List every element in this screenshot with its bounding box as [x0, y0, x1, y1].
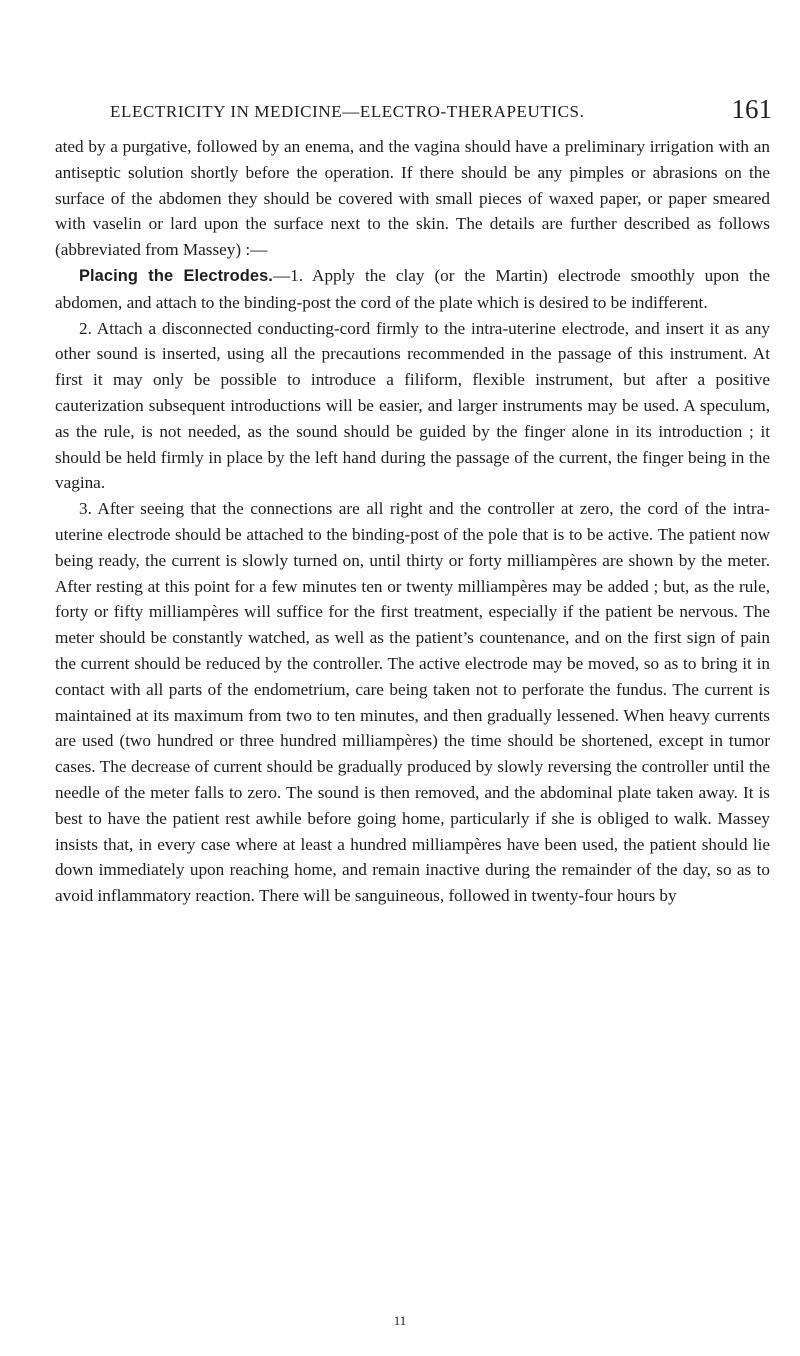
paragraph-step-3: 3. After seeing that the connections are all right and the controller at zero, the cord of the intra-uterine electrode should be attached to the binding-post of the pole that is to be active. The patient now being ready, the current is slowly turned on, until thirty or forty milliampères are shown by the meter. After resting at this point for a few minutes ten or twenty milliampères may be added ; but, as the rule, forty or fifty milliampères will suffice for the first treatment, especially if the patient be nervous. The meter should be constantly watched, as well as the patient’s countenance, and on the first sign of pain the current should be reduced by the controller. The active electrode may be moved, so as to bring it in contact with all parts of the endometrium, care being taken not to perforate the fundus. The current is maintained at its maximum from two to ten minutes, and then gradually lessened. When heavy currents are used (two hundred or three hundred milliampères) the time should be shortened, except in tumor cases. The decrease of current should be gradually produced by slowly reversing the controller until the needle of the meter falls to zero. The sound is then removed, and the abdominal plate taken away. It is best to have the patient rest awhile before going home, particularly if she is obliged to walk. Massey insists that, in every case where at least a hundred milliampères have been used, the patient should lie down immediately upon reaching home, and remain inactive during the remainder of the day, so as to avoid inflammatory reaction. There will be sanguineous, followed in twenty-four hours by [55, 499, 770, 906]
paragraph-placing-electrodes [55, 263, 770, 316]
paragraph-step-2: 2. Attach a disconnected conducting-cord firmly to the intra-uterine electrode, and insert it as any other sound is inserted, using all the precautions recommended in the passage of this instrument. At first it may only be possible to introduce a filiform, flexible instrument, but after a positive cauterization subsequent introductions will be easier, and larger instruments may be used. A speculum, as the rule, is not needed, as the sound should be guided by the finger alone in its introduction ; it should be held firmly in place by the left hand during the passage of the current, the finger being in the vagina. [55, 318, 770, 493]
section-heading-placing-electrodes: Placing the Electrodes. [79, 266, 273, 285]
body-text [55, 134, 770, 909]
running-head-title: ELECTRICITY IN MEDICINE—ELECTRO-THERAPEUTICS. [110, 102, 585, 121]
paragraph-continued: ated by a purgative, followed by an enema, and the vagina should have a preliminary irrigation with an antiseptic solution shortly before the operation. If there should be any pimples or abrasions on the surface of the abdomen they should be covered with small pieces of waxed paper, or paper smeared with vaselin or lard upon the surface next to the skin. The details are further described as follows (abbreviated from Massey) :— [55, 137, 770, 260]
paragraph-step-1: —1. Apply the clay (or the Martin) electrode smoothly upon the abdomen, and attach to the binding-post the cord of the plate which is desired to be indifferent. [55, 265, 770, 312]
signature-folio: 11 [393, 1313, 407, 1328]
page-number: 161 [731, 94, 772, 124]
running-head [54, 84, 772, 124]
